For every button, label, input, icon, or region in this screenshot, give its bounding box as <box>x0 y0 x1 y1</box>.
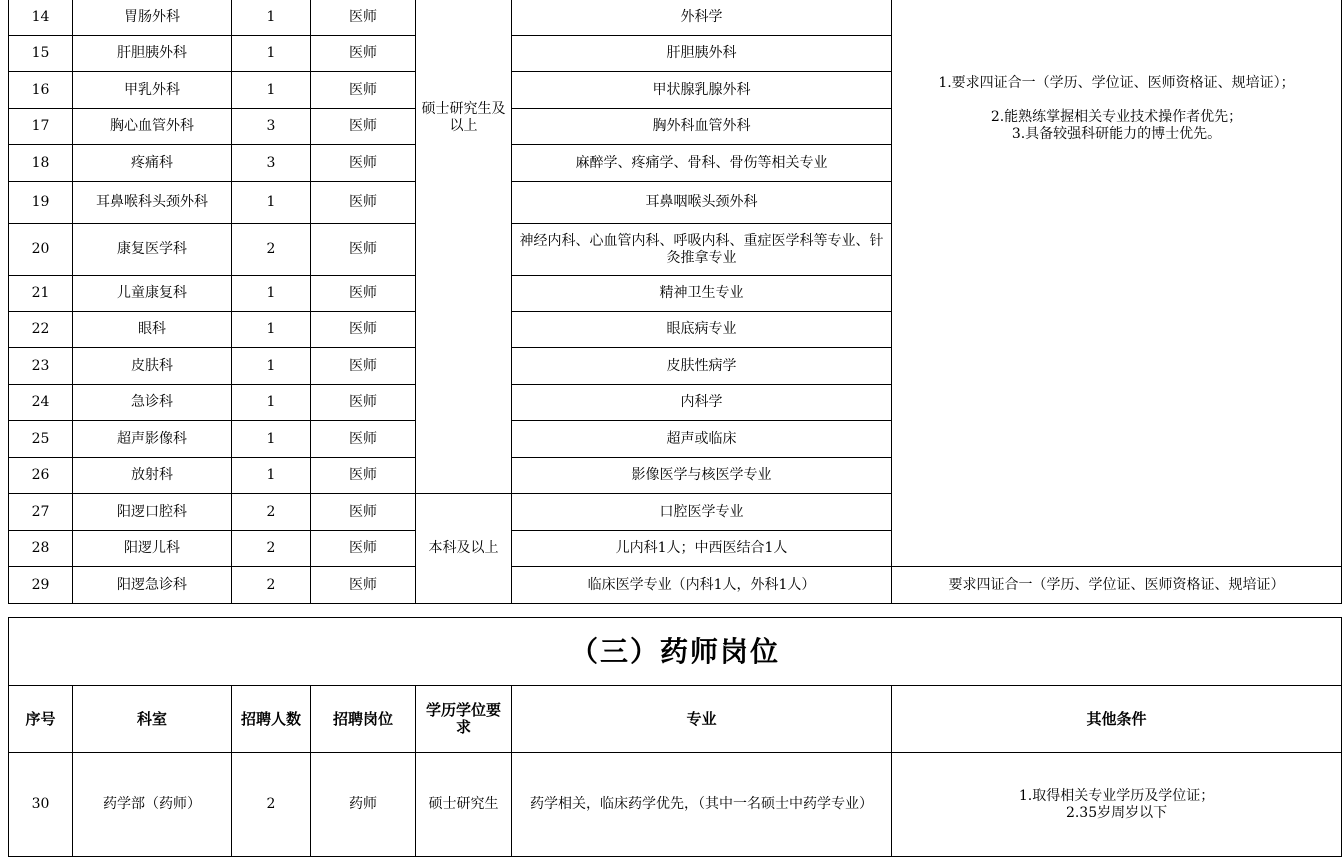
recruitment-table-pharmacists <box>8 617 1342 857</box>
education-requirement: 本科及以上 <box>416 494 512 604</box>
row-post: 医师 <box>311 312 416 348</box>
header-major: 专业 <box>512 686 892 753</box>
row-dept: 甲乳外科 <box>73 72 232 109</box>
row-post: 医师 <box>311 458 416 494</box>
row-count: 3 <box>232 145 311 182</box>
row-post: 医师 <box>311 182 416 224</box>
row-dept: 胃肠外科 <box>73 0 232 36</box>
row-conditions: 1.取得相关专业学历及学位证； 2.35岁周岁以下 <box>892 753 1342 857</box>
row-post: 药师 <box>311 753 416 857</box>
row-major: 肝胆胰外科 <box>512 36 892 72</box>
row-count: 2 <box>232 531 311 567</box>
row-post: 医师 <box>311 276 416 312</box>
row-post: 医师 <box>311 385 416 421</box>
row-count: 1 <box>232 36 311 72</box>
row-major: 耳鼻咽喉头颈外科 <box>512 182 892 224</box>
row-major: 甲状腺乳腺外科 <box>512 72 892 109</box>
row-major: 皮肤性病学 <box>512 348 892 385</box>
row-no: 28 <box>9 531 73 567</box>
row-count: 1 <box>232 276 311 312</box>
row-no: 24 <box>9 385 73 421</box>
row-count: 1 <box>232 421 311 458</box>
row-post: 医师 <box>311 109 416 145</box>
row-dept: 疼痛科 <box>73 145 232 182</box>
row-no: 29 <box>9 567 73 604</box>
row-post: 医师 <box>311 224 416 276</box>
row-education: 硕士研究生 <box>416 753 512 857</box>
row-major: 胸外科血管外科 <box>512 109 892 145</box>
row-dept: 眼科 <box>73 312 232 348</box>
row-no: 23 <box>9 348 73 385</box>
row-major: 口腔医学专业 <box>512 494 892 531</box>
row-no: 18 <box>9 145 73 182</box>
row-post: 医师 <box>311 494 416 531</box>
row-count: 2 <box>232 753 311 857</box>
row-count: 1 <box>232 0 311 36</box>
row-count: 1 <box>232 72 311 109</box>
page-margin <box>0 0 8 859</box>
section-title: （三）药师岗位 <box>9 618 1342 686</box>
row-major: 内科学 <box>512 385 892 421</box>
header-conditions: 其他条件 <box>892 686 1342 753</box>
row-count: 2 <box>232 494 311 531</box>
row-post: 医师 <box>311 567 416 604</box>
row-count: 1 <box>232 348 311 385</box>
row-major: 临床医学专业（内科1人，外科1人） <box>512 567 892 604</box>
row-dept: 药学部（药师） <box>73 753 232 857</box>
row-no: 14 <box>9 0 73 36</box>
education-requirement: 硕士研究生及以上 <box>416 0 512 494</box>
row-post: 医师 <box>311 145 416 182</box>
header-row <box>9 686 1342 753</box>
row-post: 医师 <box>311 348 416 385</box>
row-major: 超声或临床 <box>512 421 892 458</box>
row-major: 药学相关，临床药学优先，（其中一名硕士中药学专业） <box>512 753 892 857</box>
row-dept: 阳逻急诊科 <box>73 567 232 604</box>
row-dept: 放射科 <box>73 458 232 494</box>
row-no: 21 <box>9 276 73 312</box>
header-post: 招聘岗位 <box>311 686 416 753</box>
row-dept: 皮肤科 <box>73 348 232 385</box>
row-major: 精神卫生专业 <box>512 276 892 312</box>
row-major: 神经内科、心血管内科、呼吸内科、重症医学科等专业、针灸推拿专业 <box>512 224 892 276</box>
conditions: 1.要求四证合一（学历、学位证、医师资格证、规培证）； 2.能熟练掌握相关专业技术操作者优先； 3.具备较强科研能力的博士优先。 <box>892 0 1342 567</box>
row-dept: 阳逻儿科 <box>73 531 232 567</box>
row-dept: 儿童康复科 <box>73 276 232 312</box>
row-count: 1 <box>232 385 311 421</box>
header-education: 学历学位要求 <box>416 686 512 753</box>
header-dept: 科室 <box>73 686 232 753</box>
header-no: 序号 <box>9 686 73 753</box>
row-post: 医师 <box>311 531 416 567</box>
table-row <box>9 567 1342 604</box>
row-count: 1 <box>232 182 311 224</box>
row-no: 27 <box>9 494 73 531</box>
row-major: 眼底病专业 <box>512 312 892 348</box>
table-row <box>9 0 1342 36</box>
row-dept: 胸心血管外科 <box>73 109 232 145</box>
table-row <box>9 753 1342 857</box>
row-no: 17 <box>9 109 73 145</box>
recruitment-table-physicians <box>8 0 1342 604</box>
row-major: 影像医学与核医学专业 <box>512 458 892 494</box>
row-no: 26 <box>9 458 73 494</box>
row-dept: 阳逻口腔科 <box>73 494 232 531</box>
row-dept: 康复医学科 <box>73 224 232 276</box>
row-no: 22 <box>9 312 73 348</box>
row-post: 医师 <box>311 72 416 109</box>
row-dept: 肝胆胰外科 <box>73 36 232 72</box>
row-count: 1 <box>232 458 311 494</box>
row-count: 2 <box>232 224 311 276</box>
row-post: 医师 <box>311 36 416 72</box>
row-no: 20 <box>9 224 73 276</box>
row-no: 30 <box>9 753 73 857</box>
row-no: 19 <box>9 182 73 224</box>
row-post: 医师 <box>311 0 416 36</box>
row-no: 15 <box>9 36 73 72</box>
row-no: 25 <box>9 421 73 458</box>
row-major: 儿内科1人；中西医结合1人 <box>512 531 892 567</box>
row-major: 外科学 <box>512 0 892 36</box>
row-count: 2 <box>232 567 311 604</box>
row-dept: 急诊科 <box>73 385 232 421</box>
row-post: 医师 <box>311 421 416 458</box>
row-count: 1 <box>232 312 311 348</box>
row-dept: 超声影像科 <box>73 421 232 458</box>
row-major: 麻醉学、疼痛学、骨科、骨伤等相关专业 <box>512 145 892 182</box>
row-no: 16 <box>9 72 73 109</box>
header-count: 招聘人数 <box>232 686 311 753</box>
row-count: 3 <box>232 109 311 145</box>
conditions-row-29: 要求四证合一（学历、学位证、医师资格证、规培证） <box>892 567 1342 604</box>
row-dept: 耳鼻喉科头颈外科 <box>73 182 232 224</box>
